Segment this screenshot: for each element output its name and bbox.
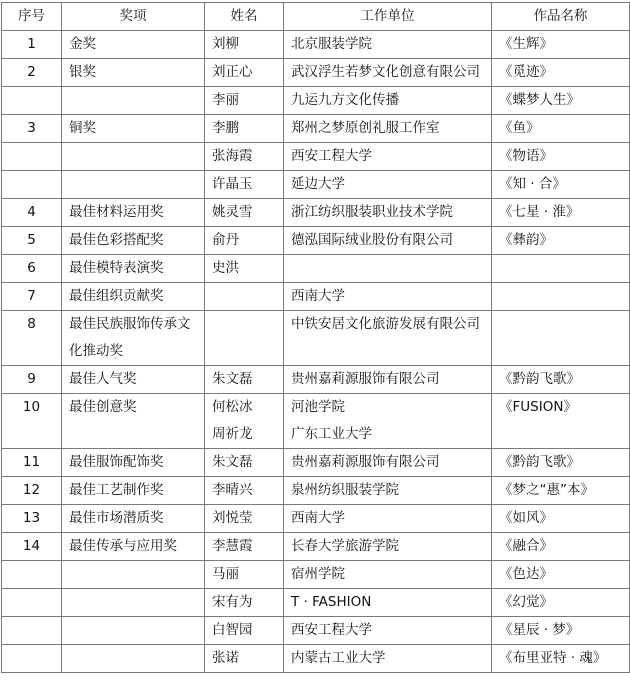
cell-work-title: 《生辉》 [492, 31, 630, 59]
cell-award [62, 171, 205, 199]
cell-organization: 内蒙古工业大学 [284, 645, 492, 673]
cell-award: 最佳工艺制作奖 [62, 477, 205, 505]
cell-name: 刘柳 [205, 31, 284, 59]
cell-work-title [492, 283, 630, 311]
cell-organization: 中铁安居文化旅游发展有限公司 [284, 311, 492, 366]
cell-award [62, 561, 205, 589]
cell-work-title: 《星辰 · 梦》 [492, 617, 630, 645]
cell-award: 金奖 [62, 31, 205, 59]
cell-index: 4 [2, 199, 62, 227]
table-row [2, 255, 630, 283]
cell-index: 6 [2, 255, 62, 283]
header-row [2, 3, 630, 31]
table-row [2, 227, 630, 255]
cell-work-title: 《梦之“惠”本》 [492, 477, 630, 505]
cell-index: 8 [2, 311, 62, 366]
cell-name: 俞丹 [205, 227, 284, 255]
table-row [2, 283, 630, 311]
cell-work-title: 《彝韵》 [492, 227, 630, 255]
header-organization: 工作单位 [284, 3, 492, 31]
table-row [2, 143, 630, 171]
cell-organization: 九运九方文化传播 [284, 87, 492, 115]
table-row [2, 645, 630, 673]
cell-organization: 西南大学 [284, 283, 492, 311]
cell-index: 3 [2, 115, 62, 143]
cell-index [2, 87, 62, 115]
table-row [2, 366, 630, 394]
cell-index [2, 143, 62, 171]
cell-organization [284, 255, 492, 283]
cell-award [62, 645, 205, 673]
cell-award: 最佳色彩搭配奖 [62, 227, 205, 255]
cell-work-title: 《幻觉》 [492, 589, 630, 617]
cell-name: 张海霞 [205, 143, 284, 171]
cell-award: 最佳人气奖 [62, 366, 205, 394]
header-work-title: 作品名称 [492, 3, 630, 31]
cell-name: 马丽 [205, 561, 284, 589]
header-name: 姓名 [205, 3, 284, 31]
table-row [2, 449, 630, 477]
cell-award: 最佳组织贡献奖 [62, 283, 205, 311]
cell-name: 李鹏 [205, 115, 284, 143]
cell-organization: 浙江纺织服装职业技术学院 [284, 199, 492, 227]
cell-organization: 西安工程大学 [284, 143, 492, 171]
cell-award: 最佳创意奖 [62, 394, 205, 449]
cell-index: 10 [2, 394, 62, 449]
cell-organization-line: 广东工业大学 [291, 426, 372, 442]
cell-organization: 武汉浮生若梦文化创意有限公司 [284, 59, 492, 87]
cell-index [2, 645, 62, 673]
cell-name-line: 何松冰 [212, 399, 253, 415]
cell-work-title [492, 311, 630, 366]
cell-organization [284, 394, 492, 449]
cell-award: 最佳模特表演奖 [62, 255, 205, 283]
cell-work-title: 《布里亚特 · 魂》 [492, 645, 630, 673]
cell-award: 最佳市场潜质奖 [62, 505, 205, 533]
cell-organization-line: 河池学院 [291, 399, 345, 415]
cell-name: 李晴兴 [205, 477, 284, 505]
table-row [2, 171, 630, 199]
cell-index [2, 561, 62, 589]
cell-index: 1 [2, 31, 62, 59]
cell-work-title: 《色达》 [492, 561, 630, 589]
table-row [2, 87, 630, 115]
cell-name: 朱文磊 [205, 449, 284, 477]
cell-work-title: 《黔韵飞歌》 [492, 449, 630, 477]
cell-organization: 郑州之梦原创礼服工作室 [284, 115, 492, 143]
header-award: 奖项 [62, 3, 205, 31]
cell-organization: 长春大学旅游学院 [284, 533, 492, 561]
cell-work-title: 《物语》 [492, 143, 630, 171]
awards-table [1, 2, 630, 673]
cell-organization: 贵州嘉莉源服饰有限公司 [284, 449, 492, 477]
cell-name [205, 394, 284, 449]
cell-name [205, 311, 284, 366]
cell-work-title: 《黔韵飞歌》 [492, 366, 630, 394]
table-row [2, 59, 630, 87]
cell-name: 许晶玉 [205, 171, 284, 199]
cell-name: 宋有为 [205, 589, 284, 617]
cell-award: 银奖 [62, 59, 205, 87]
cell-work-title: 《FUSION》 [492, 394, 630, 449]
table-row [2, 505, 630, 533]
cell-work-title: 《鱼》 [492, 115, 630, 143]
cell-work-title: 《知 · 合》 [492, 171, 630, 199]
cell-award [62, 617, 205, 645]
cell-index: 11 [2, 449, 62, 477]
cell-work-title: 《融合》 [492, 533, 630, 561]
table-row [2, 589, 630, 617]
cell-index: 7 [2, 283, 62, 311]
cell-name: 李慧霞 [205, 533, 284, 561]
cell-organization: 泉州纺织服装学院 [284, 477, 492, 505]
cell-award [62, 87, 205, 115]
cell-award: 最佳民族服饰传承文化推动奖 [62, 311, 205, 366]
table-row [2, 115, 630, 143]
cell-name-line: 周祈龙 [212, 426, 253, 442]
cell-name [205, 283, 284, 311]
table-row [2, 199, 630, 227]
cell-name: 刘正心 [205, 59, 284, 87]
table-row [2, 31, 630, 59]
cell-work-title: 《如风》 [492, 505, 630, 533]
cell-organization: 西南大学 [284, 505, 492, 533]
cell-award [62, 143, 205, 171]
cell-index: 13 [2, 505, 62, 533]
cell-work-title [492, 255, 630, 283]
cell-organization: 德泓国际绒业股份有限公司 [284, 227, 492, 255]
cell-organization: 延边大学 [284, 171, 492, 199]
table-row [2, 533, 630, 561]
cell-index: 5 [2, 227, 62, 255]
cell-organization: 西安工程大学 [284, 617, 492, 645]
header-index: 序号 [2, 3, 62, 31]
cell-name: 姚灵雪 [205, 199, 284, 227]
cell-name: 朱文磊 [205, 366, 284, 394]
cell-award: 铜奖 [62, 115, 205, 143]
cell-work-title: 《觅迹》 [492, 59, 630, 87]
cell-award [62, 589, 205, 617]
cell-organization: 北京服装学院 [284, 31, 492, 59]
table-row [2, 561, 630, 589]
cell-name: 张诺 [205, 645, 284, 673]
table-row [2, 394, 630, 449]
cell-index [2, 171, 62, 199]
table-body [2, 31, 630, 673]
cell-index: 2 [2, 59, 62, 87]
cell-name: 刘悦莹 [205, 505, 284, 533]
table-row [2, 617, 630, 645]
cell-work-title: 《七星 · 淮》 [492, 199, 630, 227]
cell-organization: 贵州嘉莉源服饰有限公司 [284, 366, 492, 394]
cell-award: 最佳传承与应用奖 [62, 533, 205, 561]
cell-name: 白智园 [205, 617, 284, 645]
cell-name: 史洪 [205, 255, 284, 283]
cell-organization: T · FASHION [284, 589, 492, 617]
table-row [2, 311, 630, 366]
cell-award: 最佳材料运用奖 [62, 199, 205, 227]
cell-index [2, 617, 62, 645]
cell-name: 李丽 [205, 87, 284, 115]
table-row [2, 477, 630, 505]
cell-organization: 宿州学院 [284, 561, 492, 589]
cell-work-title: 《蝶梦人生》 [492, 87, 630, 115]
cell-index: 14 [2, 533, 62, 561]
cell-award: 最佳服饰配饰奖 [62, 449, 205, 477]
cell-index [2, 589, 62, 617]
cell-index: 12 [2, 477, 62, 505]
cell-index: 9 [2, 366, 62, 394]
